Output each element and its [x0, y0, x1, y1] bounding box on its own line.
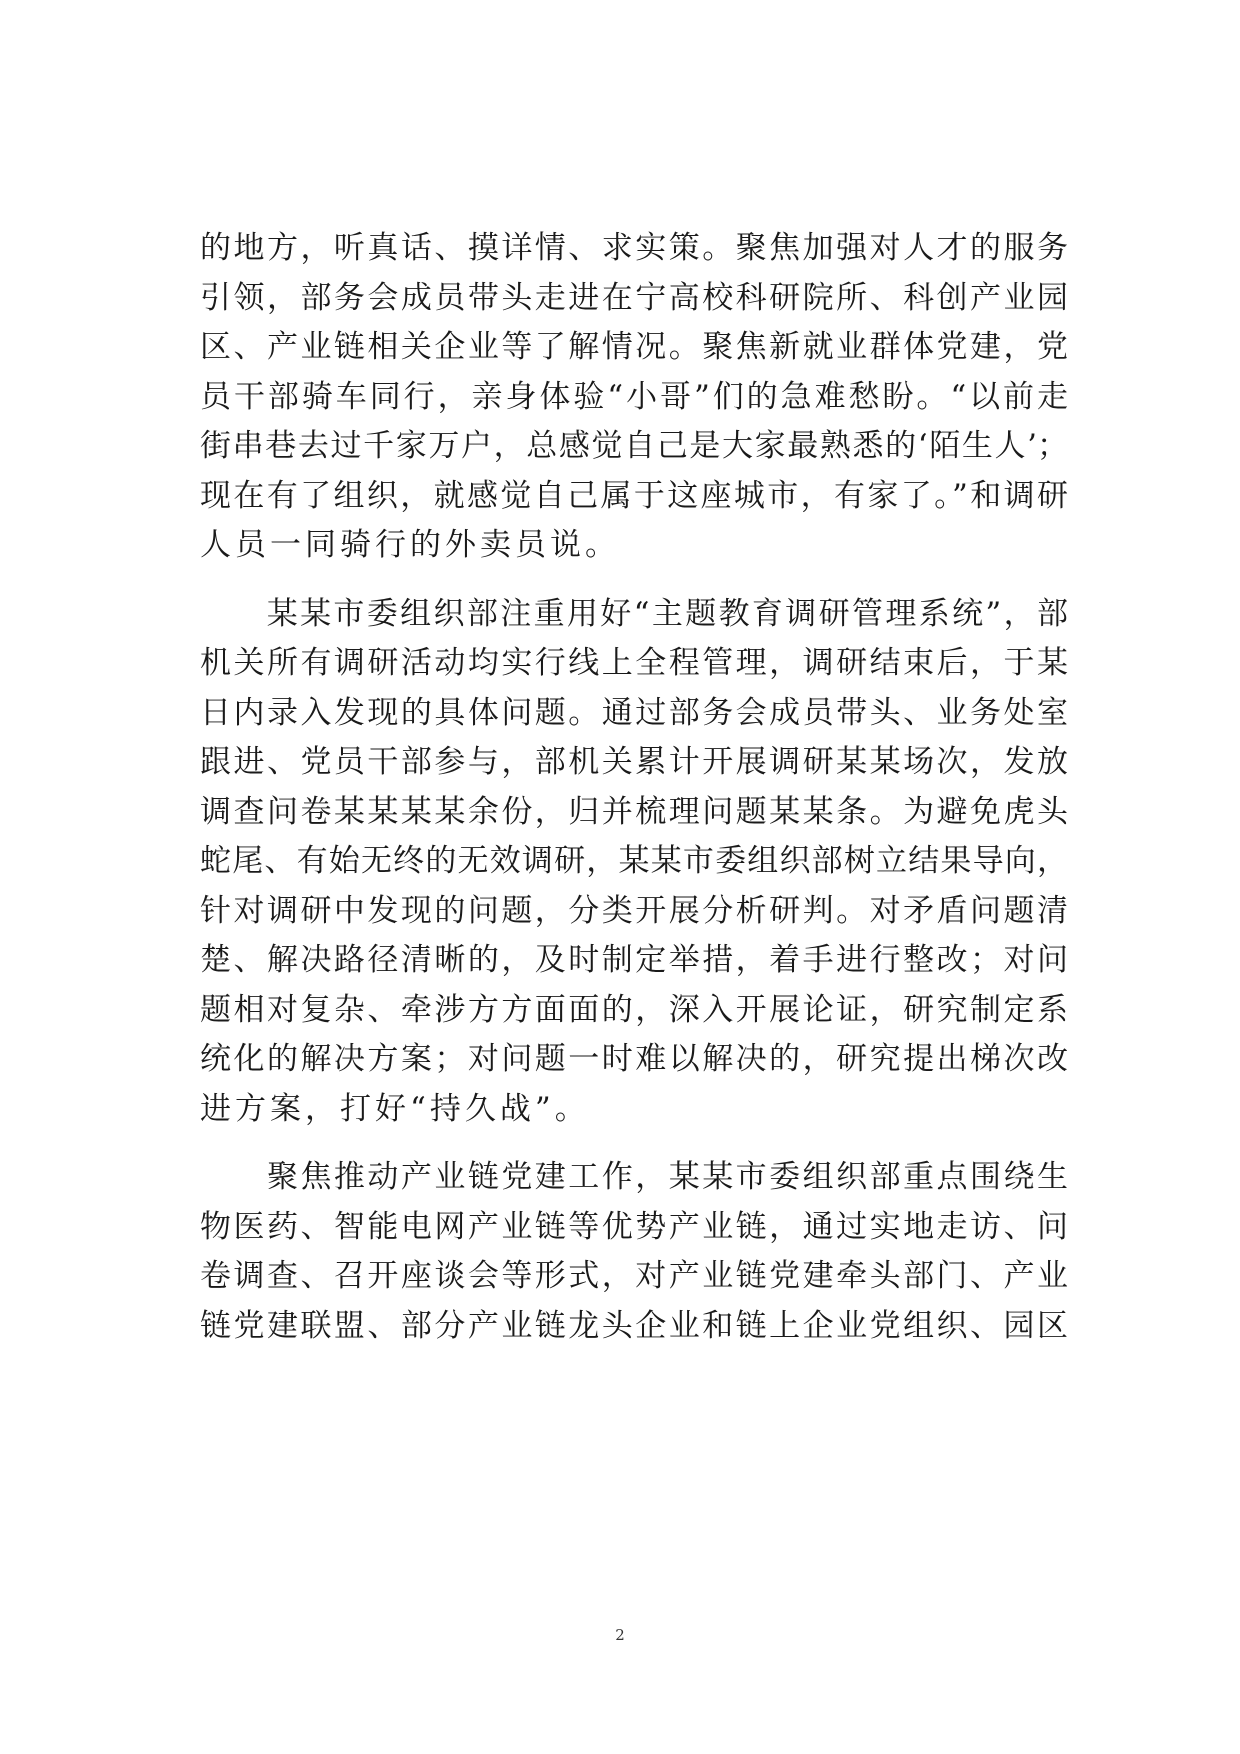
paragraph-1	[200, 224, 1068, 571]
text-line: 日内录入发现的具体问题。通过部务会成员带头、业务处室	[200, 694, 1068, 731]
text-line: 现在有了组织，就感觉自己属于这座城市，有家了。”和调研	[200, 477, 1068, 514]
text-line: 统化的解决方案；对问题一时难以解决的，研究提出梯次改	[200, 1041, 1068, 1077]
text-line: 题相对复杂、牵涉方方面面的，深入开展论证，研究制定系	[200, 991, 1068, 1028]
text-line: 的地方，听真话、摸详情、求实策。聚焦加强对人才的服务	[200, 230, 1068, 266]
text-line: 人员一同骑行的外卖员说。	[200, 527, 620, 563]
text-line: 街串巷去过千家万户，总感觉自己是大家最熟悉的‘陌生人’；	[200, 428, 1068, 464]
text-line: 聚焦推动产业链党建工作，某某市委组织部重点围绕生	[200, 1159, 1068, 1195]
text-line: 链党建联盟、部分产业链龙头企业和链上企业党组织、园区	[200, 1307, 1068, 1344]
text-line: 卷调查、召开座谈会等形式，对产业链党建牵头部门、产业	[200, 1258, 1068, 1294]
text-line: 物医药、智能电网产业链等优势产业链，通过实地走访、问	[200, 1208, 1068, 1245]
text-line: 员干部骑车同行，亲身体验“小哥”们的急难愁盼。“以前走	[200, 378, 1068, 415]
body-text	[200, 224, 1068, 1351]
paragraph-2	[200, 590, 1068, 1135]
text-line: 跟进、党员干部参与，部机关累计开展调研某某场次，发放	[200, 744, 1068, 780]
paragraph-spacing	[200, 571, 1068, 590]
paragraph-spacing	[200, 1134, 1068, 1153]
text-line: 调查问卷某某某某余份，归并梳理问题某某条。为避免虎头	[200, 793, 1068, 830]
text-line: 机关所有调研活动均实行线上全程管理，调研结束后，于某	[200, 645, 1068, 681]
text-line: 引领，部务会成员带头走进在宁高校科研院所、科创产业园	[200, 279, 1068, 316]
text-line: 进方案，打好“持久战”。	[200, 1090, 590, 1127]
text-line: 楚、解决路径清晰的，及时制定举措，着手进行整改；对问	[200, 942, 1068, 978]
text-line: 区、产业链相关企业等了解情况。聚焦新就业群体党建，党	[200, 329, 1068, 365]
text-line: 蛇尾、有始无终的无效调研，某某市委组织部树立结果导向，	[200, 843, 1068, 879]
text-line: 某某市委组织部注重用好“主题教育调研管理系统”，部	[200, 595, 1068, 632]
paragraph-3	[200, 1153, 1068, 1351]
text-line: 针对调研中发现的问题，分类开展分析研判。对矛盾问题清	[200, 892, 1068, 929]
page-number: 2	[615, 1626, 625, 1644]
